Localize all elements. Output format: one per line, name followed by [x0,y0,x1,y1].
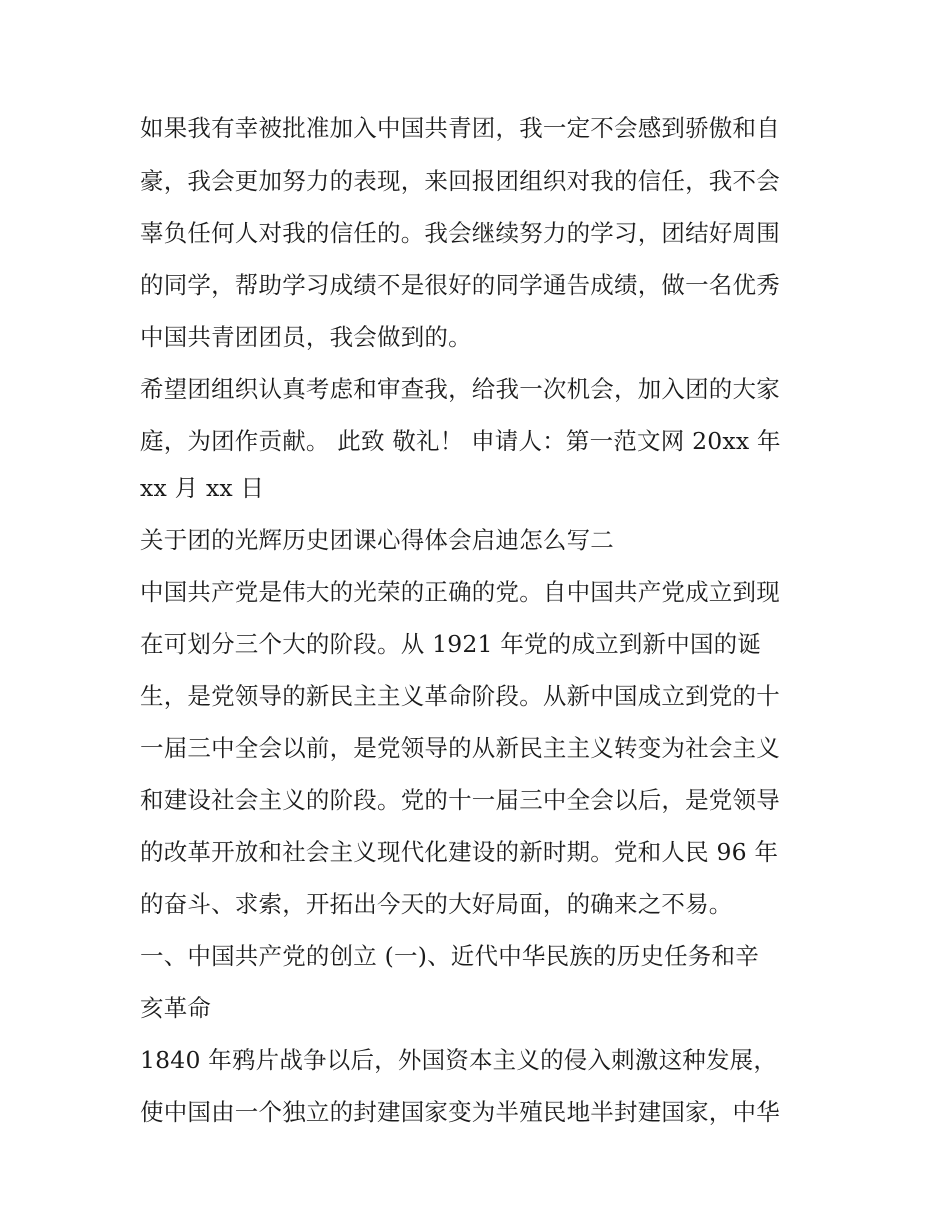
section-heading: 关于团的光辉历史团课心得体会启迪怎么写二 [140,526,614,554]
text-line: 辜负任何人对我的信任的。我会继续努力的学习，团结好周围 [140,219,780,247]
text-line: 希望团组织认真考虑和审查我，给我一次机会，加入团的大家 [140,375,780,403]
text-line: 一、中国共产党的创立 (一)、近代中华民族的历史任务和辛 [140,942,759,970]
text-line: 的同学，帮助学习成绩不是很好的同学通告成绩，做一名优秀 [140,271,780,299]
text-line: 如果我有幸被批准加入中国共青团，我一定不会感到骄傲和自 [140,114,780,142]
text-line: 中国共产党是伟大的光荣的正确的党。自中国共产党成立到现 [140,578,780,606]
text-line: 和建设社会主义的阶段。党的十一届三中全会以后，是党领导 [140,786,780,814]
text-line: 亥革命 [140,994,212,1022]
text-line: 中国共青团团员，我会做到的。 [140,323,472,351]
text-line: 使中国由一个独立的封建国家变为半殖民地半封建国家，中华 [140,1098,780,1126]
text-line: 庭，为团作贡献。 此致 敬礼！ 申请人：第一范文网 20xx 年 [140,427,781,455]
text-line: 的改革开放和社会主义现代化建设的新时期。党和人民 96 年 [140,838,779,866]
text-line: xx 月 xx 日 [140,474,265,502]
text-line: 一届三中全会以前，是党领导的从新民主主义转变为社会主义 [140,734,780,762]
text-line: 生，是党领导的新民主主义革命阶段。从新中国成立到党的十 [140,682,780,710]
text-line: 1840 年鸦片战争以后，外国资本主义的侵入刺激这种发展， [140,1046,778,1074]
text-line: 的奋斗、求索，开拓出今天的大好局面，的确来之不易。 [140,890,733,918]
text-line: 在可划分三个大的阶段。从 1921 年党的成立到新中国的诞 [140,630,762,658]
text-line: 豪，我会更加努力的表现，来回报团组织对我的信任，我不会 [140,167,780,195]
